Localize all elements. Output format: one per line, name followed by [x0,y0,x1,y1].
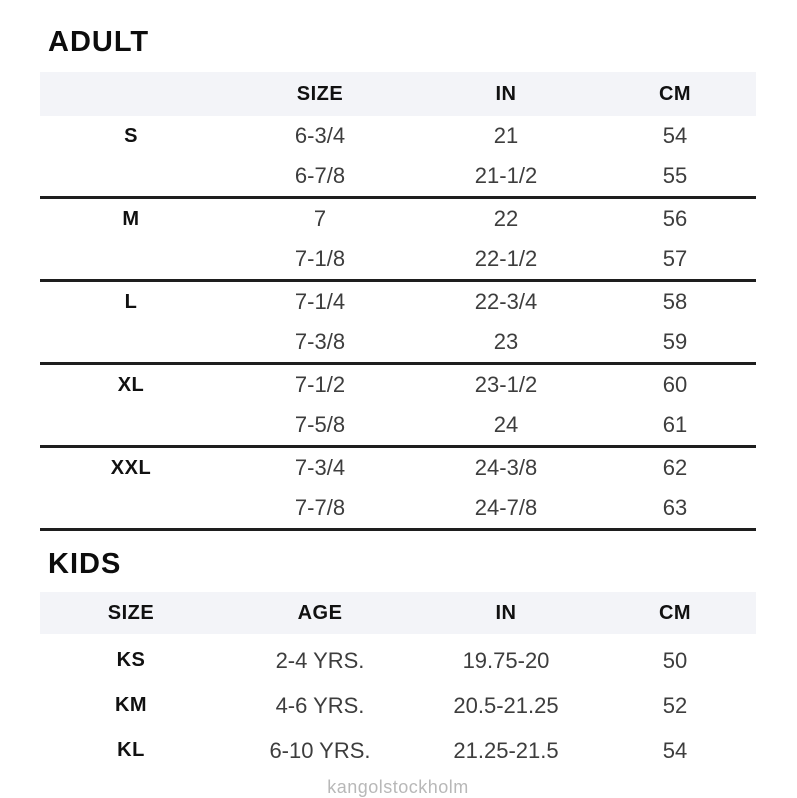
cm-cell: 54 [662,123,688,148]
size-label-cell: S [124,124,138,147]
age-cell: 4-6 YRS. [275,692,365,718]
adult-group-l [40,282,756,365]
adult-group-s [40,116,756,199]
size-cell: 7-5/8 [294,412,346,437]
size-label-cell: M [122,207,140,230]
table-row [40,488,756,528]
cm-cell: 61 [662,412,688,437]
cm-cell: 57 [662,246,688,271]
cm-cell: 59 [662,329,688,354]
table-row [40,322,756,362]
table-row [40,405,756,445]
kids-header-age: AGE [297,601,343,624]
kids-size-table [40,592,756,773]
in-cell: 21 [493,123,519,148]
size-cell: 6-3/4 [294,123,346,148]
adult-table-header-row [40,72,756,116]
table-row [40,448,756,488]
table-row [40,116,756,156]
size-label-cell: XL [117,373,145,396]
adult-header-in: IN [495,82,517,105]
cm-cell: 58 [662,289,688,314]
size-cell: 6-7/8 [294,163,346,188]
kids-table-header-row [40,592,756,634]
in-cell: 20.5-21.25 [453,692,559,718]
adult-section [40,0,756,531]
cm-cell: 62 [662,455,688,480]
table-row [40,156,756,196]
size-label-cell: KM [114,694,148,716]
size-cell: 7-3/4 [294,455,346,480]
size-cell: 7-7/8 [294,495,346,520]
table-row [40,365,756,405]
size-cell: 7 [313,206,327,231]
in-cell: 24-3/8 [474,455,538,480]
kids-section [40,531,756,773]
kids-section-title: KIDS [48,548,122,580]
kids-header-in: IN [495,601,517,624]
size-cell: 7-3/8 [294,329,346,354]
size-label-cell: L [124,290,138,313]
table-row [40,728,756,773]
table-row [40,683,756,728]
in-cell: 22 [493,206,519,231]
in-cell: 21.25-21.5 [453,737,559,763]
in-cell: 23 [493,329,519,354]
adult-size-table [40,72,756,531]
watermark-text: kangolstockholm [327,777,469,797]
adult-header-size: SIZE [296,82,344,105]
adult-section-title: ADULT [48,26,150,58]
age-cell: 6-10 YRS. [269,737,371,763]
table-row [40,638,756,683]
adult-group-xxl [40,448,756,531]
size-cell: 7-1/2 [294,372,346,397]
size-label-cell: KS [116,649,146,671]
in-cell: 21-1/2 [474,163,538,188]
cm-cell: 56 [662,206,688,231]
kids-table-body [40,634,756,773]
table-row [40,239,756,279]
in-cell: 24-7/8 [474,495,538,520]
in-cell: 24 [493,412,519,437]
size-cell: 7-1/8 [294,246,346,271]
size-cell: 7-1/4 [294,289,346,314]
size-label-cell: XXL [110,456,152,479]
adult-table-body [40,116,756,531]
adult-group-xl [40,365,756,448]
adult-group-m [40,199,756,282]
in-cell: 22-3/4 [474,289,538,314]
cm-cell: 54 [662,737,688,763]
cm-cell: 63 [662,495,688,520]
cm-cell: 52 [662,692,688,718]
kids-header-size: SIZE [107,601,155,624]
size-label-cell: KL [117,739,145,761]
cm-cell: 50 [662,647,688,673]
in-cell: 19.75-20 [462,647,550,673]
in-cell: 22-1/2 [474,246,538,271]
adult-header-cm: CM [658,82,692,105]
cm-cell: 55 [662,163,688,188]
cm-cell: 60 [662,372,688,397]
kids-header-cm: CM [658,601,692,624]
age-cell: 2-4 YRS. [275,647,365,673]
in-cell: 23-1/2 [474,372,538,397]
table-row [40,199,756,239]
table-row [40,282,756,322]
